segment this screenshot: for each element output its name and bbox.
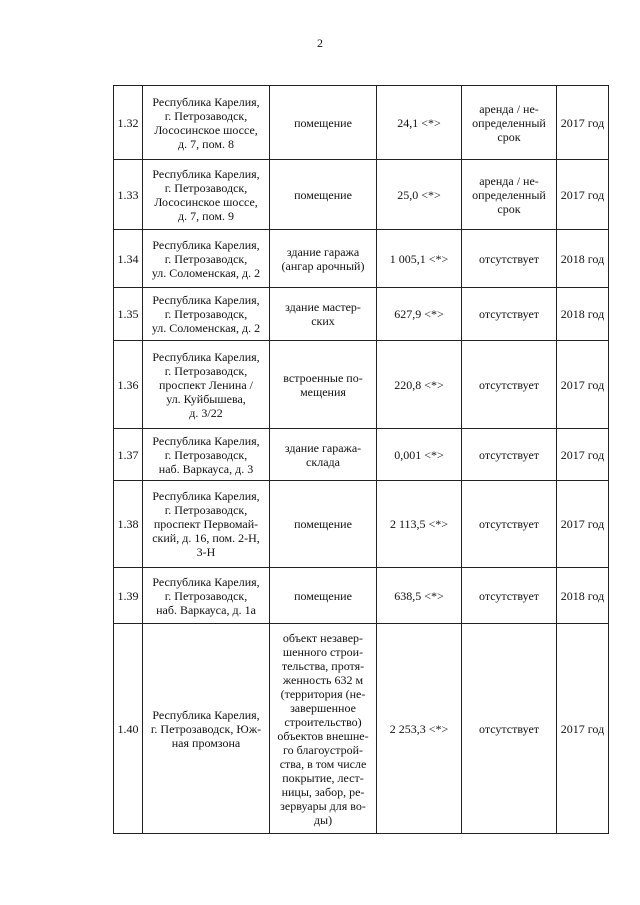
year-cell: 2017 год (557, 160, 609, 230)
year-cell: 2017 год (557, 86, 609, 160)
object-type-cell: помещение (270, 481, 377, 568)
row-number: 1.36 (114, 341, 143, 429)
object-type-cell: здание гаража- склада (270, 429, 377, 481)
area-cell: 2 113,5 <*> (377, 481, 462, 568)
table-row (114, 288, 609, 341)
address-cell: Республика Карелия, г. Петрозаводск, Юж- ная промзона (143, 624, 270, 834)
table-row (114, 230, 609, 288)
area-cell: 627,9 <*> (377, 288, 462, 341)
encumbrance-cell: отсутствует (462, 624, 557, 834)
row-number: 1.32 (114, 86, 143, 160)
table-row (114, 341, 609, 429)
row-number: 1.34 (114, 230, 143, 288)
row-number: 1.38 (114, 481, 143, 568)
year-cell: 2017 год (557, 481, 609, 568)
row-number: 1.35 (114, 288, 143, 341)
year-cell: 2017 год (557, 429, 609, 481)
address-cell: Республика Карелия, г. Петрозаводск, наб. Варкауса, д. 1а (143, 568, 270, 624)
object-type-cell: здание гаража (ангар арочный) (270, 230, 377, 288)
property-table (113, 85, 609, 834)
encumbrance-cell: отсутствует (462, 429, 557, 481)
encumbrance-cell: отсутствует (462, 481, 557, 568)
address-cell: Республика Карелия, г. Петрозаводск, Лососинское шоссе, д. 7, пом. 8 (143, 86, 270, 160)
year-cell: 2018 год (557, 230, 609, 288)
address-cell: Республика Карелия, г. Петрозаводск, ул. Соломенская, д. 2 (143, 230, 270, 288)
area-cell: 2 253,3 <*> (377, 624, 462, 834)
address-cell: Республика Карелия, г. Петрозаводск, проспект Первомай- ский, д. 16, пом. 2-Н, 3-Н (143, 481, 270, 568)
address-cell: Республика Карелия, г. Петрозаводск, наб. Варкауса, д. 3 (143, 429, 270, 481)
area-cell: 220,8 <*> (377, 341, 462, 429)
object-type-cell: объект незавер- шенного строи- тельства, протя- женность 632 м (территория (не- завершенное строительство) объектов внешне- го благоустрой- ства, в том числе покрытие, лест- ницы, забор, ре- зервуары для во- ды) (270, 624, 377, 834)
year-cell: 2018 год (557, 288, 609, 341)
row-number: 1.39 (114, 568, 143, 624)
area-cell: 1 005,1 <*> (377, 230, 462, 288)
table-row (114, 86, 609, 160)
encumbrance-cell: отсутствует (462, 230, 557, 288)
encumbrance-cell: аренда / не- определенный срок (462, 86, 557, 160)
encumbrance-cell: отсутствует (462, 568, 557, 624)
encumbrance-cell: отсутствует (462, 341, 557, 429)
area-cell: 24,1 <*> (377, 86, 462, 160)
year-cell: 2017 год (557, 341, 609, 429)
row-number: 1.40 (114, 624, 143, 834)
object-type-cell: помещение (270, 568, 377, 624)
row-number: 1.37 (114, 429, 143, 481)
address-cell: Республика Карелия, г. Петрозаводск, ул. Соломенская, д. 2 (143, 288, 270, 341)
encumbrance-cell: аренда / не- определенный срок (462, 160, 557, 230)
table-row (114, 429, 609, 481)
page-number: 2 (317, 36, 323, 50)
area-cell: 638,5 <*> (377, 568, 462, 624)
address-cell: Республика Карелия, г. Петрозаводск, Лососинское шоссе, д. 7, пом. 9 (143, 160, 270, 230)
object-type-cell: встроенные по- мещения (270, 341, 377, 429)
area-cell: 25,0 <*> (377, 160, 462, 230)
table-row (114, 481, 609, 568)
object-type-cell: помещение (270, 86, 377, 160)
year-cell: 2017 год (557, 624, 609, 834)
object-type-cell: здание мастер- ских (270, 288, 377, 341)
area-cell: 0,001 <*> (377, 429, 462, 481)
table-row (114, 568, 609, 624)
year-cell: 2018 год (557, 568, 609, 624)
table-row (114, 160, 609, 230)
object-type-cell: помещение (270, 160, 377, 230)
address-cell: Республика Карелия, г. Петрозаводск, проспект Ленина / ул. Куйбышева, д. 3/22 (143, 341, 270, 429)
encumbrance-cell: отсутствует (462, 288, 557, 341)
row-number: 1.33 (114, 160, 143, 230)
table-row (114, 624, 609, 834)
